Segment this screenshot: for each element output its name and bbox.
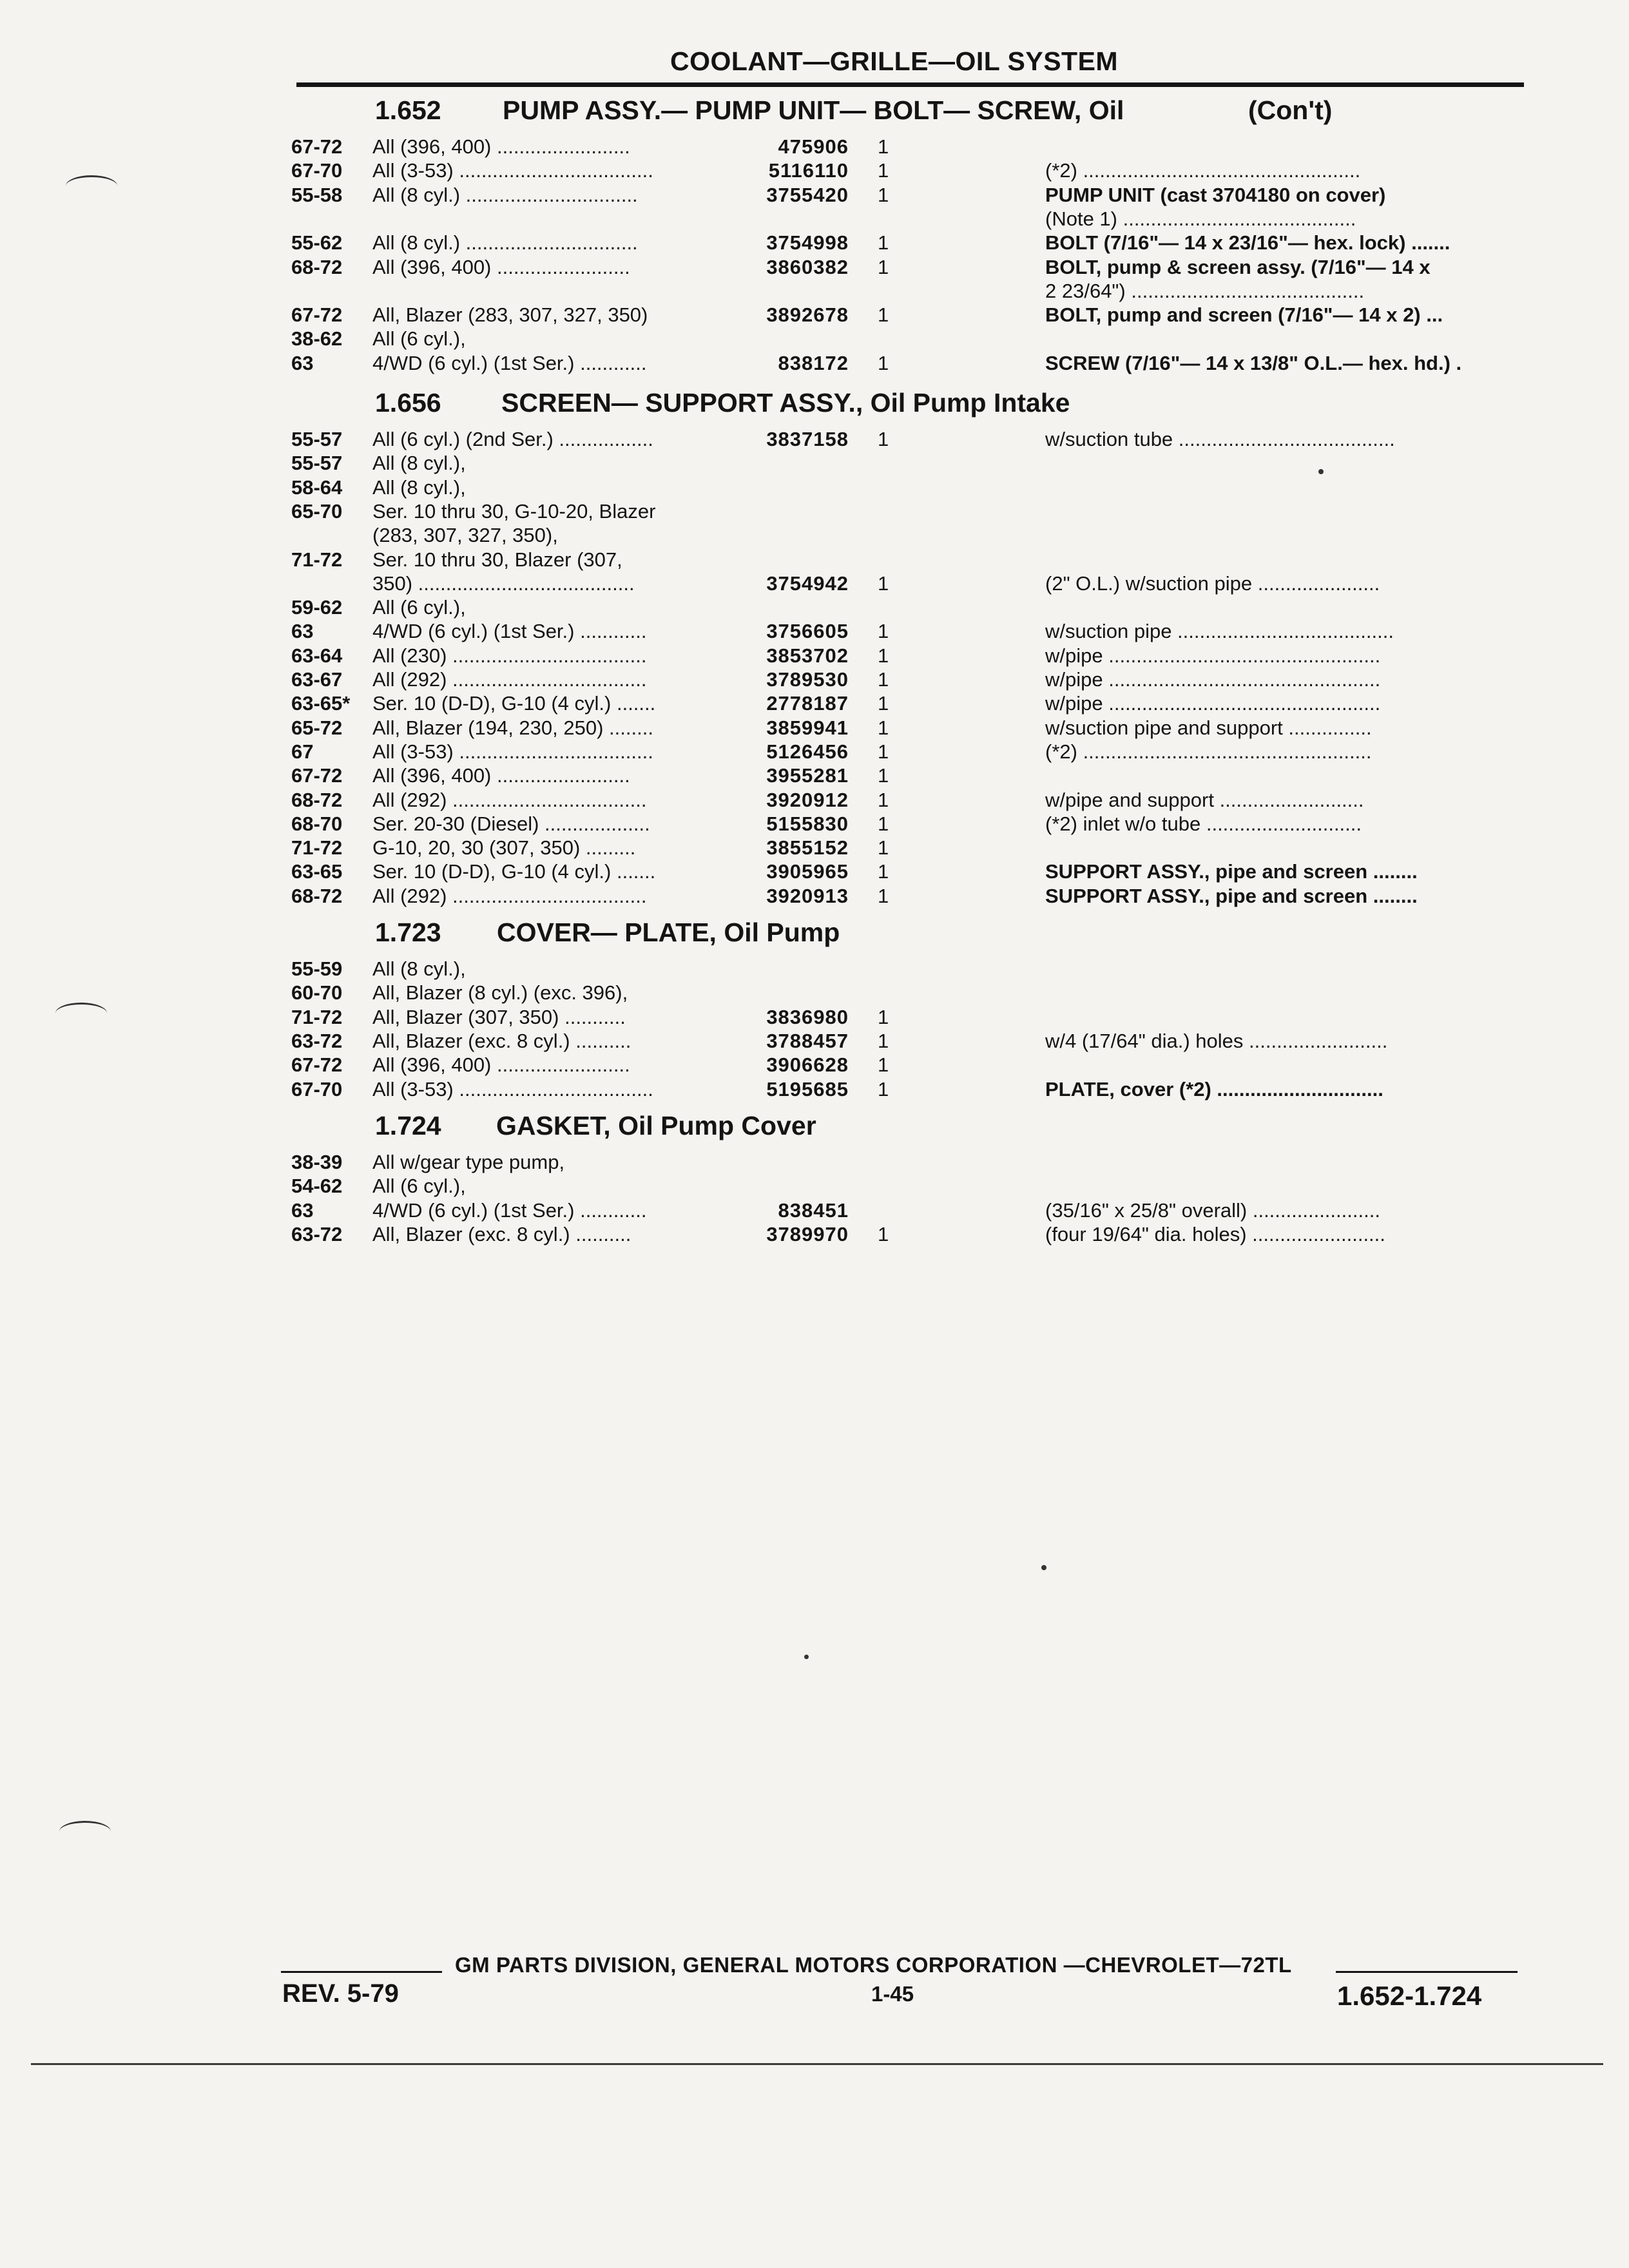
quantity: 1 (878, 740, 889, 763)
application: All (6 cyl.), (372, 1175, 466, 1198)
description: w/pipe and support .......................... (1045, 788, 1364, 811)
section-number: 1.724 (375, 1111, 441, 1140)
year-range: 63-67 (291, 668, 343, 691)
quantity: 1 (878, 135, 889, 158)
part-number: 3836980 (766, 1005, 849, 1028)
parts-row (0, 644, 1629, 668)
description: (*2) .................................................... (1045, 740, 1372, 763)
year-range: 63-72 (291, 1029, 343, 1052)
year-range: 63 (291, 1198, 314, 1222)
application: All (8 cyl.), (372, 476, 466, 499)
quantity: 1 (878, 351, 889, 374)
parts-row (0, 231, 1629, 255)
speck (1041, 1565, 1046, 1570)
application: 4/WD (6 cyl.) (1st Ser.) ............ (372, 351, 647, 374)
section-number: 1.652 (375, 95, 441, 125)
application: All (396, 400) ........................ (372, 135, 630, 158)
part-number: 3892678 (766, 303, 849, 327)
part-number: 3859941 (766, 716, 849, 739)
application: All (292) ................................... (372, 668, 647, 691)
year-range: 54-62 (291, 1175, 343, 1198)
application: 4/WD (6 cyl.) (1st Ser.) ............ (372, 620, 647, 643)
parts-row (0, 303, 1629, 327)
parts-row (0, 452, 1629, 475)
section-number: 1.723 (375, 918, 441, 947)
description: BOLT, pump & screen assy. (7/16"— 14 x (1045, 255, 1431, 278)
parts-row (0, 789, 1629, 812)
description: BOLT, pump and screen (7/16"— 14 x 2) ... (1045, 303, 1443, 327)
application: Ser. 10 (D-D), G-10 (4 cyl.) ....... (372, 860, 656, 883)
parts-row (0, 668, 1629, 691)
parts-row (0, 1175, 1629, 1198)
application: Ser. 10 (D-D), G-10 (4 cyl.) ....... (372, 692, 656, 715)
year-range: 67-72 (291, 135, 343, 158)
year-range: 67-72 (291, 764, 343, 787)
parts-row (0, 1223, 1629, 1246)
footer-section-range: 1.652-1.724 (1337, 1981, 1482, 2011)
parts-row (0, 836, 1629, 860)
part-number: 3754942 (766, 572, 849, 595)
application: (283, 307, 327, 350), (372, 524, 558, 547)
year-range: 68-70 (291, 812, 343, 835)
quantity: 1 (878, 1222, 889, 1245)
quantity: 1 (878, 1029, 889, 1052)
description: (*2) .................................................. (1045, 159, 1361, 182)
year-range: 55-58 (291, 183, 343, 206)
parts-row (0, 981, 1629, 1004)
part-number: 3788457 (766, 1029, 849, 1052)
description: w/suction pipe and support ............... (1045, 716, 1372, 739)
year-range: 68-72 (291, 255, 343, 278)
parts-row (0, 740, 1629, 764)
application: All (6 cyl.), (372, 327, 466, 351)
section-title: SCREEN— SUPPORT ASSY., Oil Pump Intake (501, 388, 1070, 418)
part-number: 3789530 (766, 668, 849, 691)
quantity: 1 (878, 231, 889, 255)
parts-row (0, 860, 1629, 883)
application: All, Blazer (exc. 8 cyl.) .......... (372, 1222, 631, 1245)
application: All, Blazer (8 cyl.) (exc. 396), (372, 981, 628, 1004)
application: Ser. 10 thru 30, Blazer (307, (372, 548, 622, 571)
part-number: 5195685 (766, 1077, 849, 1100)
description: PLATE, cover (*2) .............................. (1045, 1077, 1383, 1100)
application: All (8 cyl.), (372, 452, 466, 475)
quantity: 1 (878, 836, 889, 860)
quantity: 1 (878, 1005, 889, 1028)
part-number: 5126456 (766, 740, 849, 763)
year-range: 63-65* (291, 692, 351, 715)
description: (four 19/64" dia. holes) ........................ (1045, 1222, 1385, 1245)
application: All, Blazer (exc. 8 cyl.) .......... (372, 1029, 631, 1052)
part-number: 3837158 (766, 428, 849, 450)
year-range: 68-72 (291, 884, 343, 907)
application: All, Blazer (307, 350) ........... (372, 1005, 626, 1028)
parts-row (0, 327, 1629, 351)
quantity: 1 (878, 1077, 889, 1100)
application: 4/WD (6 cyl.) (1st Ser.) ............ (372, 1198, 647, 1222)
quantity: 1 (878, 860, 889, 883)
parts-row (0, 812, 1629, 836)
footer-revision: REV. 5-79 (282, 1979, 399, 2008)
year-range: 58-64 (291, 476, 343, 499)
part-number: 3920912 (766, 788, 849, 811)
application: All (6 cyl.), (372, 596, 466, 619)
parts-row (0, 280, 1629, 303)
year-range: 71-72 (291, 836, 343, 860)
application: All, Blazer (283, 307, 327, 350) (372, 303, 648, 327)
year-range: 67 (291, 740, 314, 763)
year-range: 63-72 (291, 1222, 343, 1245)
parts-row (0, 885, 1629, 908)
page-title: COOLANT—GRILLE—OIL SYSTEM (670, 46, 1119, 76)
application: All (292) ................................... (372, 884, 647, 907)
year-range: 63 (291, 620, 314, 643)
description: w/pipe ................................................. (1045, 668, 1381, 691)
quantity: 1 (878, 668, 889, 691)
application: All (396, 400) ........................ (372, 764, 630, 787)
year-range: 71-72 (291, 1005, 343, 1028)
parts-row (0, 1199, 1629, 1222)
description: SUPPORT ASSY., pipe and screen ........ (1045, 860, 1418, 883)
application: All, Blazer (194, 230, 250) ........ (372, 716, 653, 739)
application: All (3-53) ................................... (372, 159, 653, 182)
description: SCREW (7/16"— 14 x 13/8" O.L.— hex. hd.) . (1045, 351, 1462, 374)
quantity: 1 (878, 692, 889, 715)
application: All (396, 400) ........................ (372, 1053, 630, 1077)
quantity: 1 (878, 620, 889, 643)
quantity: 1 (878, 255, 889, 278)
parts-row (0, 1030, 1629, 1053)
section-title: PUMP ASSY.— PUMP UNIT— BOLT— SCREW, Oil (503, 95, 1124, 125)
margin-mark (66, 175, 117, 197)
quantity: 1 (878, 764, 889, 787)
application: All (230) ................................... (372, 644, 647, 667)
section-number: 1.656 (375, 388, 441, 418)
parts-row (0, 1151, 1629, 1174)
quantity: 1 (878, 183, 889, 206)
year-range: 63-65 (291, 860, 343, 883)
application: G-10, 20, 30 (307, 350) ......... (372, 836, 636, 860)
part-number: 3853702 (766, 644, 849, 667)
application: All (8 cyl.) ............................... (372, 231, 638, 255)
continued-label: (Con't) (1248, 95, 1333, 125)
margin-mark (55, 1003, 107, 1024)
footer-page-number: 1-45 (871, 1982, 914, 2006)
part-number: 3755420 (766, 183, 849, 206)
description: w/suction tube ....................................... (1045, 428, 1395, 450)
year-range: 55-57 (291, 428, 343, 450)
part-number: 3789970 (766, 1222, 849, 1245)
quantity: 1 (878, 644, 889, 667)
part-number: 838451 (778, 1198, 849, 1222)
application: All (3-53) ................................... (372, 740, 653, 763)
parts-row (0, 1006, 1629, 1029)
parts-row (0, 620, 1629, 643)
year-range: 71-72 (291, 548, 343, 571)
part-number: 5116110 (768, 159, 849, 182)
part-number: 3905965 (766, 860, 849, 883)
footer-rule-right (1336, 1971, 1518, 1973)
application: All (3-53) ................................... (372, 1077, 653, 1100)
description: PUMP UNIT (cast 3704180 on cover) (1045, 183, 1386, 206)
parts-row (0, 548, 1629, 572)
year-range: 65-70 (291, 499, 343, 523)
parts-row (0, 476, 1629, 499)
section-title: GASKET, Oil Pump Cover (496, 1111, 816, 1140)
part-number: 838172 (778, 351, 849, 374)
parts-row (0, 256, 1629, 279)
parts-row (0, 135, 1629, 159)
quantity: 1 (878, 159, 889, 182)
year-range: 68-72 (291, 788, 343, 811)
year-range: 65-72 (291, 716, 343, 739)
parts-row (0, 1053, 1629, 1077)
parts-row (0, 957, 1629, 981)
quantity: 1 (878, 716, 889, 739)
footer-publisher: GM PARTS DIVISION, GENERAL MOTORS CORPORATION —CHEVROLET—72TL (455, 1953, 1292, 1977)
bottom-rule (31, 2063, 1603, 2065)
year-range: 67-72 (291, 1053, 343, 1077)
year-range: 63-64 (291, 644, 343, 667)
quantity: 1 (878, 428, 889, 450)
part-number: 3906628 (766, 1053, 849, 1077)
year-range: 55-62 (291, 231, 343, 255)
parts-row (0, 352, 1629, 375)
parts-row (0, 159, 1629, 182)
quantity: 1 (878, 1053, 889, 1077)
application: 350) ....................................... (372, 572, 635, 595)
quantity: 1 (878, 303, 889, 327)
application: All w/gear type pump, (372, 1151, 565, 1173)
margin-mark (59, 1821, 111, 1842)
section-title: COVER— PLATE, Oil Pump (497, 918, 840, 947)
year-range: 63 (291, 351, 314, 374)
year-range: 38-62 (291, 327, 343, 351)
parts-row (0, 524, 1629, 547)
quantity: 1 (878, 788, 889, 811)
description: w/pipe ................................................. (1045, 644, 1381, 667)
application: Ser. 10 thru 30, G-10-20, Blazer (372, 499, 656, 523)
description: w/4 (17/64" dia.) holes ......................... (1045, 1029, 1388, 1052)
footer-rule-left (281, 1971, 442, 1973)
year-range: 67-72 (291, 303, 343, 327)
description: (35/16" x 25/8" overall) ....................... (1045, 1198, 1380, 1222)
part-number: 475906 (778, 135, 849, 158)
description: w/suction pipe ....................................... (1045, 620, 1394, 643)
parts-row (0, 1078, 1629, 1101)
application: All (292) ................................... (372, 788, 647, 811)
parts-row (0, 428, 1629, 451)
description: SUPPORT ASSY., pipe and screen ........ (1045, 884, 1418, 907)
part-number: 2778187 (766, 692, 849, 715)
title-rule (296, 82, 1524, 87)
parts-row (0, 716, 1629, 740)
year-range: 60-70 (291, 981, 343, 1004)
description: (Note 1) .......................................... (1045, 207, 1356, 230)
application: All (396, 400) ........................ (372, 255, 630, 278)
year-range: 67-70 (291, 159, 343, 182)
quantity: 1 (878, 884, 889, 907)
year-range: 55-59 (291, 957, 343, 980)
part-number: 3955281 (766, 764, 849, 787)
year-range: 67-70 (291, 1077, 343, 1100)
description: w/pipe ................................................. (1045, 692, 1381, 715)
year-range: 59-62 (291, 596, 343, 619)
part-number: 3860382 (766, 255, 849, 278)
part-number: 3855152 (766, 836, 849, 860)
description: 2 23/64") .......................................... (1045, 279, 1365, 302)
parts-row (0, 596, 1629, 619)
quantity: 1 (878, 572, 889, 595)
year-range: 38-39 (291, 1151, 343, 1173)
parts-row (0, 500, 1629, 523)
parts-row (0, 207, 1629, 231)
application: All (6 cyl.) (2nd Ser.) ................. (372, 428, 653, 450)
application: Ser. 20-30 (Diesel) ................... (372, 812, 650, 835)
part-number: 3754998 (766, 231, 849, 255)
parts-row (0, 184, 1629, 207)
part-number: 5155830 (766, 812, 849, 835)
description: BOLT (7/16"— 14 x 23/16"— hex. lock) ....... (1045, 231, 1451, 255)
description: (2" O.L.) w/suction pipe ...................... (1045, 572, 1380, 595)
quantity: 1 (878, 812, 889, 835)
year-range: 55-57 (291, 452, 343, 475)
part-number: 3756605 (766, 620, 849, 643)
application: All (8 cyl.), (372, 957, 466, 980)
speck (804, 1655, 809, 1659)
speck (1318, 469, 1324, 474)
parts-row (0, 692, 1629, 715)
description: (*2) inlet w/o tube ............................ (1045, 812, 1362, 835)
parts-row (0, 764, 1629, 787)
application: All (8 cyl.) ............................... (372, 183, 638, 206)
parts-row (0, 572, 1629, 595)
part-number: 3920913 (766, 884, 849, 907)
